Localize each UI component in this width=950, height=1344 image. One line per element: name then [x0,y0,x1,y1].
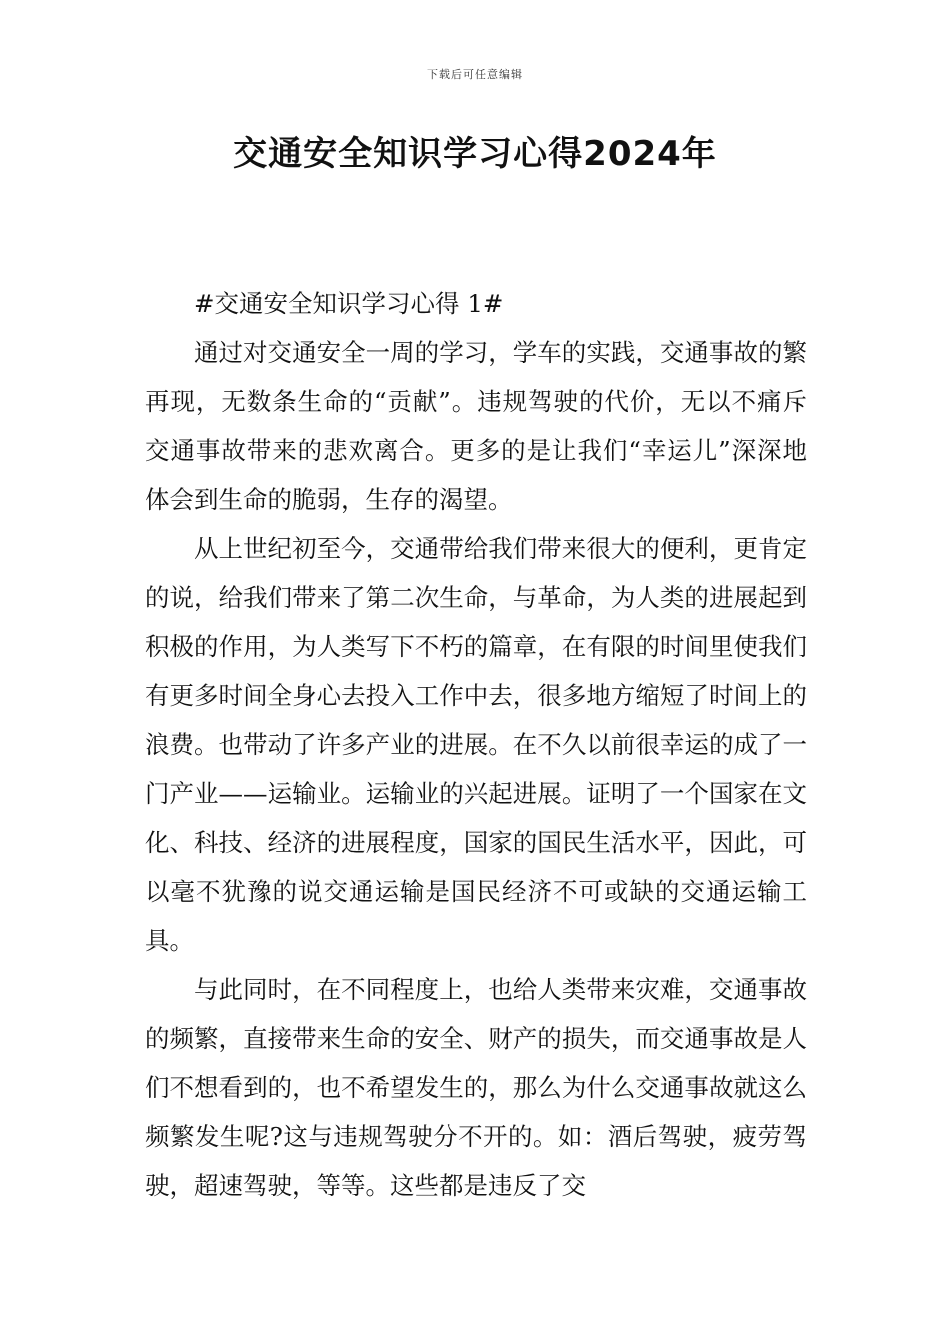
paragraph-1: 通过对交通安全一周的学习，学车的实践，交通事故的繁再现，无数条生命的“贡献”。违规驾驶的代价，无以不痛斥交通事故带来的悲欢离合。更多的是让我们“幸运儿”深深地体会到生命的脆弱，生存的渴望。 [145,338,807,514]
paragraph-3: 与此同时，在不同程度上，也给人类带来灾难，交通事故的频繁，直接带来生命的安全、财产的损失，而交通事故是人们不想看到的，也不希望发生的，那么为什么交通事故就这么频繁发生呢?这与违规驾驶分不开的。如：酒后驾驶，疲劳驾驶，超速驾驶，等等。这些都是违反了交 [145,975,807,1200]
header-note: 下载后可任意编辑 [427,68,523,81]
document-body [145,279,807,1210]
paragraph-2: 从上世纪初至今，交通带给我们带来很大的便利，更肯定的说，给我们带来了第二次生命，与革命，为人类的进展起到积极的作用，为人类写下不朽的篇章，在有限的时间里使我们有更多时间全身心去投入工作中去，很多地方缩短了时间上的浪费。也带动了许多产业的进展。在不久以前很幸运的成了一门产业——运输业。运输业的兴起进展。证明了一个国家在文化、科技、经济的进展程度，国家的国民生活水平，因此，可以毫不犹豫的说交通运输是国民经济不可或缺的交通运输工具。 [145,534,807,955]
document-title: 交通安全知识学习心得2024年 [233,134,717,174]
section-heading: #交通安全知识学习心得 1# [194,289,504,318]
